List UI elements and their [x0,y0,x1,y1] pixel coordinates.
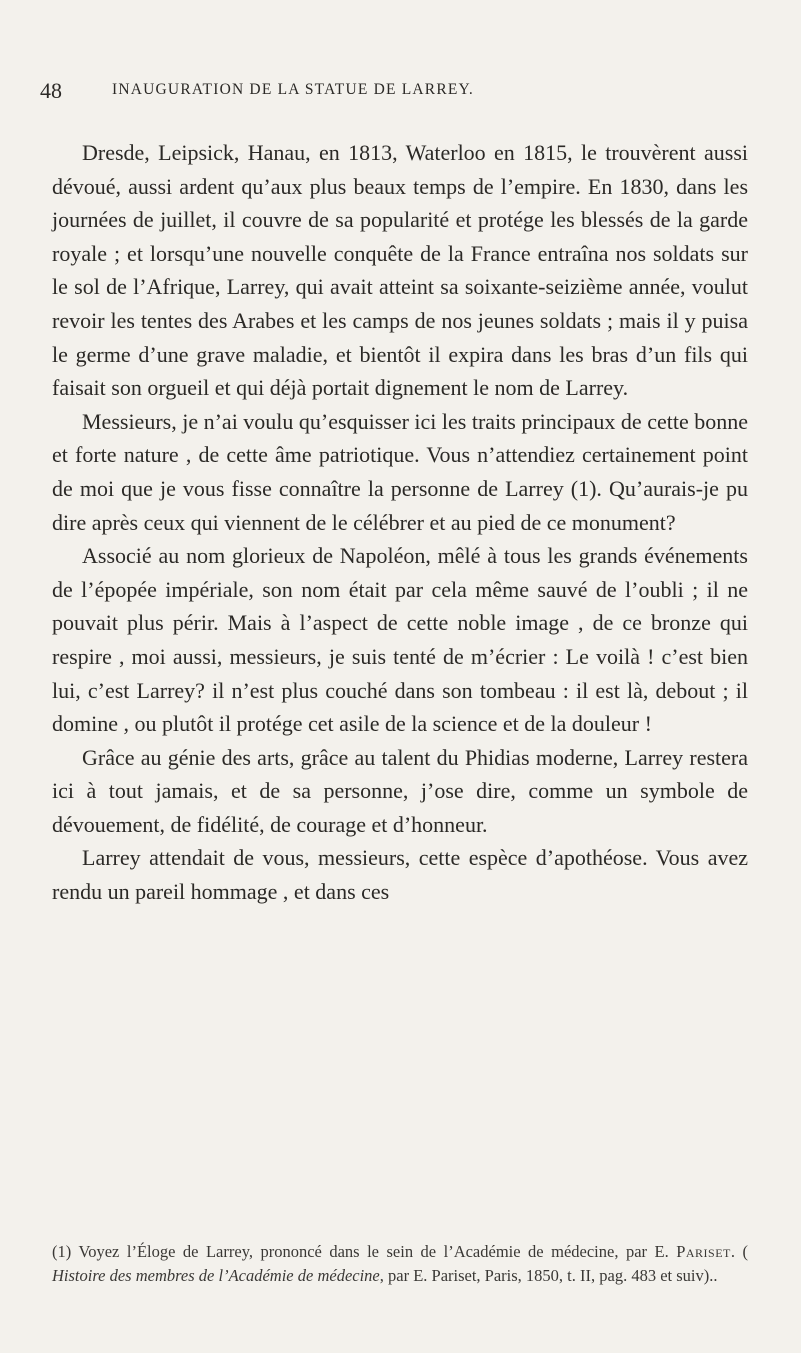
paragraph: Dresde, Leipsick, Hanau, en 1813, Waterloo en 1815, le trouvèrent aussi dévoué, aussi ardent qu’aux plus beaux temps de l’empire. En 1830, dans les journées de juillet, il couvre de sa popularité et protége les blessés de la garde royale ; et lorsqu’une nouvelle conquête de la France entraîna nos soldats sur le sol de l’Afrique, Larrey, qui avait atteint sa soixante-seizième année, voulut revoir les tentes des Arabes et les camps de nos jeunes soldats ; mais il y puisa le germe d’une grave maladie, et bientôt il expira dans les bras d’un fils qui faisait son orgueil et qui déjà portait dignement le nom de Larrey. [52,140,748,401]
footnote-text: Voyez l’Éloge de Larrey, prononcé dans le sein de l’Académie de médecine, par E. [71,1242,677,1261]
page-number: 48 [40,78,62,103]
footnote-title: Histoire des membres de l’Académie de médecine [52,1266,380,1285]
footnote-author: Pariset [676,1242,731,1261]
footnote [52,1240,748,1288]
paragraph: Larrey attendait de vous, messieurs, cette espèce d’apothéose. Vous avez rendu un pareil hommage , et dans ces [52,845,748,905]
footnote-text: , par E. Pariset, Paris, 1850, t. II, pag. 483 et suiv).. [379,1266,718,1285]
body-text [52,136,748,909]
footnote-text: . ( [730,1242,748,1261]
paragraph: Associé au nom glorieux de Napoléon, mêlé à tous les grands événements de l’épopée impériale, son nom était par cela même sauvé de l’oubli ; il ne pouvait plus périr. Mais à l’aspect de cette noble image , de ce bronze qui respire , moi aussi, messieurs, je suis tenté de m’écrier : Le voilà ! c’est bien lui, c’est Larrey? il n’est plus couché dans son tombeau : il est là, debout ; il domine , ou plutôt il protége cet asile de la science et de la douleur ! [52,543,748,737]
paragraph: Grâce au génie des arts, grâce au talent du Phidias moderne, Larrey restera ici à tout jamais, et de sa personne, j’ose dire, comme un symbole de dévouement, de fidélité, de courage et d’honneur. [52,744,748,837]
paragraph: Messieurs, je n’ai voulu qu’esquisser ici les traits principaux de cette bonne et forte nature , de cette âme patriotique. Vous n’attendiez certainement point de moi que je vous fisse connaître la personne de Larrey (1). Qu’aurais-je pu dire après ceux qui viennent de le célébrer et au pied de ce monument? [52,408,748,535]
running-title: INAUGURATION DE LA STATUE DE LARREY. [112,81,474,98]
footnote-marker: (1) [52,1242,72,1261]
page-header [40,78,740,108]
